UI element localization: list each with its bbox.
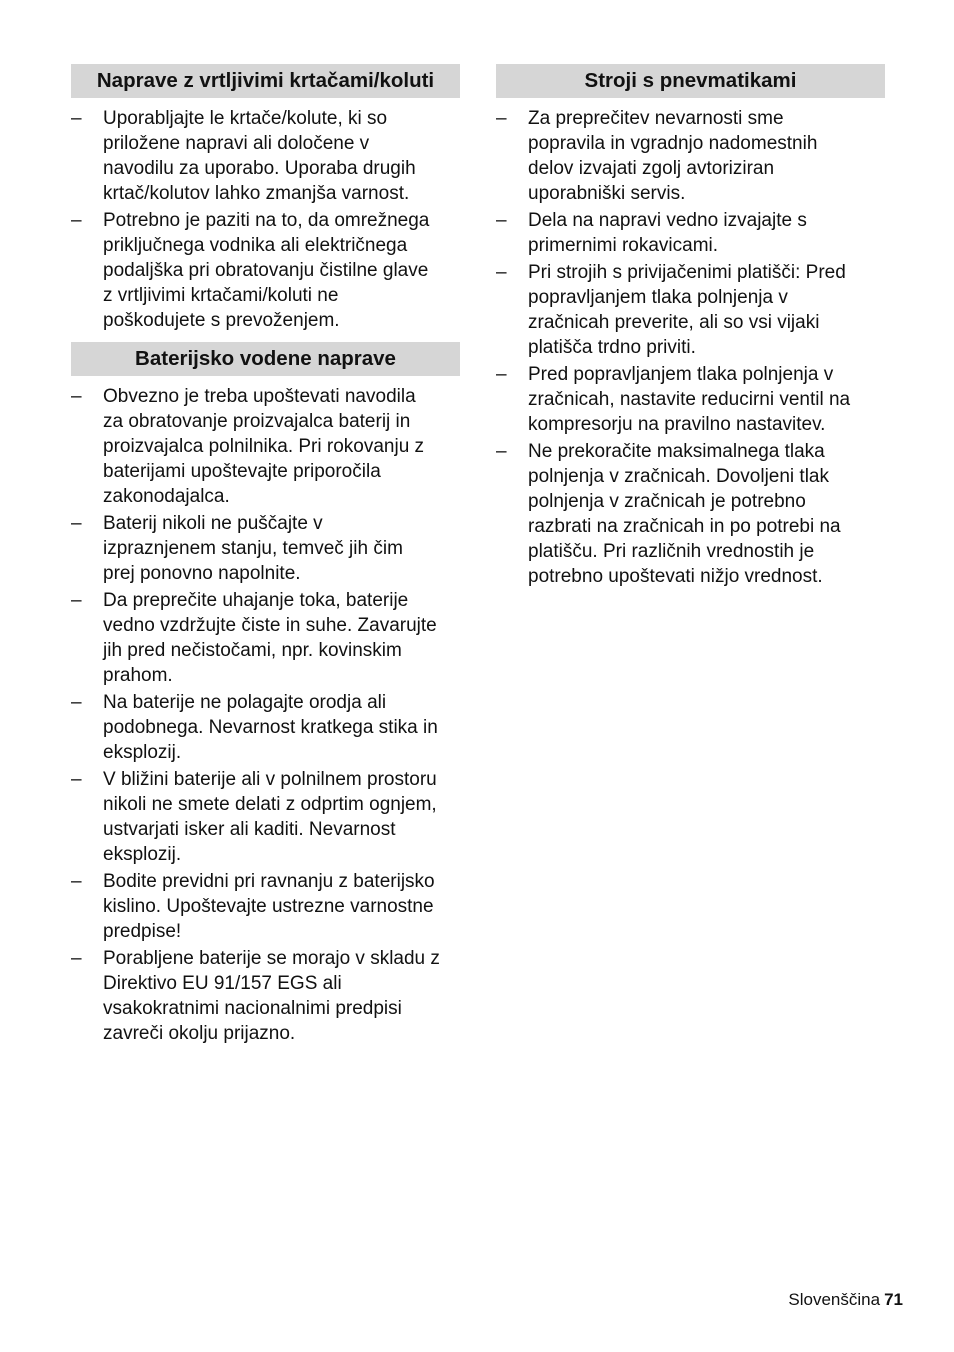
list-item-text: Na baterije ne polagajte orodja ali podobnega. Nevarnost kratkega stika in eksplozij. bbox=[103, 692, 438, 763]
list-item bbox=[71, 106, 460, 206]
rotating-brushes-list bbox=[71, 106, 460, 333]
bullet-dash: – bbox=[496, 441, 507, 462]
list-item-text: Ne prekoračite maksimalnega tlaka polnjenja v zračnicah. Dovoljeni tlak polnjenja v zračnicah je potrebno razbrati na zračnicah in po potrebi na platišču. Pri različnih vrednostih je potrebno upoštevati nižjo vrednost. bbox=[528, 441, 841, 587]
bullet-dash: – bbox=[71, 513, 82, 534]
list-item bbox=[496, 106, 885, 206]
bullet-dash: – bbox=[71, 108, 82, 129]
bullet-dash: – bbox=[71, 769, 82, 790]
tyre-machines-list bbox=[496, 106, 885, 589]
list-item-text: Baterij nikoli ne puščajte v izpraznjenem stanju, temveč jih čim prej ponovno napolnite. bbox=[103, 513, 403, 584]
bullet-dash: – bbox=[71, 590, 82, 611]
bullet-dash: – bbox=[496, 210, 507, 231]
list-item-text: V bližini baterije ali v polnilnem prostoru nikoli ne smete delati z odprtim ognjem, ustvarjati isker ali kaditi. Nevarnost eksplozij. bbox=[103, 769, 437, 865]
battery-devices-list bbox=[71, 384, 460, 1046]
list-item bbox=[71, 767, 460, 867]
page-footer bbox=[788, 1288, 903, 1312]
list-item-text: Za preprečitev nevarnosti sme popravila in vgradnjo nadomestnih delov izvajati zgolj avtoriziran uporabniški servis. bbox=[528, 108, 818, 204]
bullet-dash: – bbox=[496, 364, 507, 385]
list-item bbox=[71, 690, 460, 765]
bullet-dash: – bbox=[71, 871, 82, 892]
list-item bbox=[496, 208, 885, 258]
list-item bbox=[496, 260, 885, 360]
left-column bbox=[71, 64, 460, 1048]
list-item bbox=[71, 869, 460, 944]
list-item bbox=[71, 208, 460, 333]
section-header-rotating-brushes: Naprave z vrtljivimi krtačami/koluti bbox=[71, 64, 460, 98]
list-item bbox=[71, 946, 460, 1046]
list-item-text: Potrebno je paziti na to, da omrežnega priključnega vodnika ali električnega podaljška pri obratovanju čistilne glave z vrtljivimi krtačami/koluti ne poškodujete s prevoženjem. bbox=[103, 210, 430, 331]
list-item-text: Obvezno je treba upoštevati navodila za obratovanje proizvajalca baterij in proizvajalca polnilnika. Pri rokovanju z baterijami upoštevajte priporočila zakonodajalca. bbox=[103, 386, 425, 507]
list-item bbox=[71, 511, 460, 586]
list-item bbox=[71, 384, 460, 509]
list-item-text: Uporabljajte le krtače/kolute, ki so priložene napravi ali določene v navodilu za uporabo. Uporaba drugih krtač/kolutov lahko zmanjša varnost. bbox=[103, 108, 416, 204]
page-number: 71 bbox=[884, 1290, 903, 1309]
list-item-text: Da preprečite uhajanje toka, baterije vedno vzdržujte čiste in suhe. Zavarujte jih pred nečistočami, npr. kovinskim prahom. bbox=[103, 590, 437, 686]
list-item-text: Pred popravljanjem tlaka polnjenja v zračnicah, nastavite reducirni ventil na kompresorju na pravilno nastavitev. bbox=[528, 364, 851, 435]
list-item-text: Bodite previdni pri ravnanju z baterijsko kislino. Upoštevajte ustrezne varnostne predpise! bbox=[103, 871, 435, 942]
bullet-dash: – bbox=[496, 262, 507, 283]
bullet-dash: – bbox=[496, 108, 507, 129]
list-item bbox=[71, 588, 460, 688]
list-item-text: Pri strojih s privijačenimi platišči: Pred popravljanjem tlaka polnjenja v zračnicah preverite, ali so vsi vijaki platišča trdno priviti. bbox=[528, 262, 846, 358]
bullet-dash: – bbox=[71, 692, 82, 713]
section-header-battery-devices: Baterijsko vodene naprave bbox=[71, 342, 460, 376]
bullet-dash: – bbox=[71, 948, 82, 969]
list-item-text: Porabljene baterije se morajo v skladu z Direktivo EU 91/157 EGS ali vsakokratnimi nacionalnimi predpisi zavreči okolju prijazno. bbox=[103, 948, 440, 1044]
list-item bbox=[496, 439, 885, 589]
footer-language: Slovenščina bbox=[788, 1290, 881, 1309]
list-item bbox=[496, 362, 885, 437]
bullet-dash: – bbox=[71, 386, 82, 407]
right-column bbox=[496, 64, 885, 591]
list-item-text: Dela na napravi vedno izvajajte s primernimi rokavicami. bbox=[528, 210, 807, 256]
bullet-dash: – bbox=[71, 210, 82, 231]
section-header-tyre-machines: Stroji s pnevmatikami bbox=[496, 64, 885, 98]
